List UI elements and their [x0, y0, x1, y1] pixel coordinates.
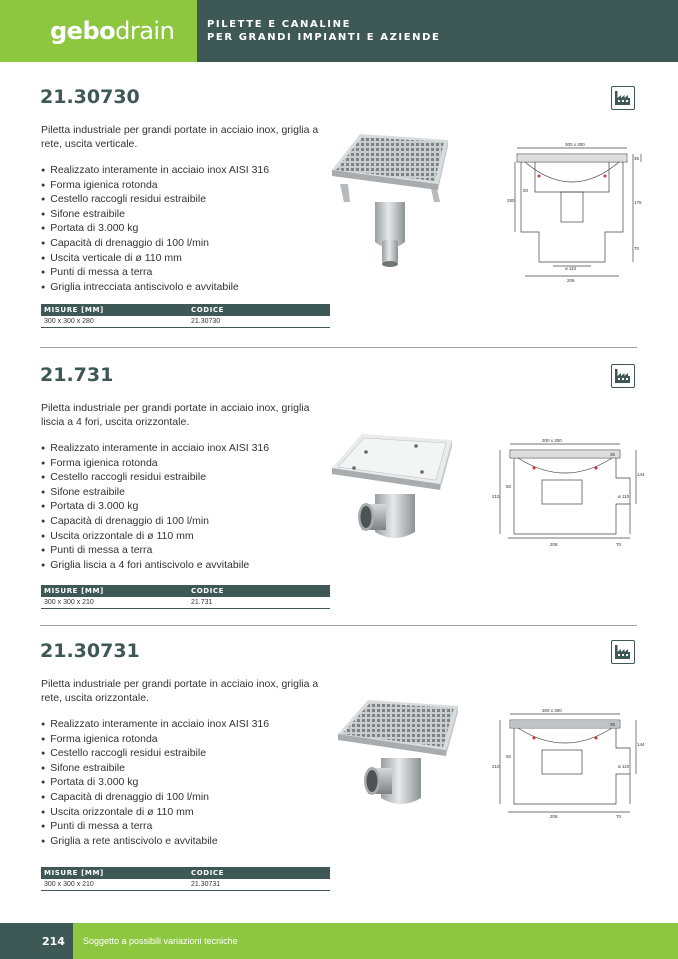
feature-item: ● Realizzato interamente in acciaio inox AISI 316 [41, 164, 269, 179]
product-photo [330, 132, 450, 272]
dim-210: 210 [492, 494, 500, 499]
feature-item: ● Sifone estraibile [41, 486, 269, 501]
cell-size: 300 x 300 x 280 [44, 318, 94, 325]
product-code-title: 21.30731 [40, 640, 140, 662]
dim-206: 206 [567, 278, 575, 283]
product-code-title: 21.731 [40, 364, 114, 386]
product-photo [336, 698, 461, 823]
size-table-header [41, 585, 330, 597]
feature-item: ● Portata di 3.000 kg [41, 222, 269, 237]
brand-logo: gebodrain [50, 17, 175, 45]
dim-144: 144 [637, 742, 645, 747]
cell-code: 21.30730 [191, 318, 221, 325]
feature-item: ● Capacità di drenaggio di 100 l/min [41, 791, 269, 806]
footer-note: Soggetto a possibili variazioni tecniche [73, 923, 678, 959]
dim-top: 300 x 300 [542, 438, 562, 443]
product-section-3 [0, 640, 678, 900]
feature-item: ● Sifone estraibile [41, 208, 269, 223]
table-row [41, 316, 330, 328]
section-title [197, 0, 678, 62]
factory-icon [611, 364, 635, 388]
feature-item: ● Forma igienica rotonda [41, 457, 269, 472]
dim-280: 280 [507, 198, 515, 203]
factory-icon [611, 640, 635, 664]
cell-code: 21.30731 [191, 881, 221, 888]
feature-item: ● Uscita orizzontale di ø 110 mm [41, 530, 269, 545]
feature-item: ● Forma igienica rotonda [41, 733, 269, 748]
technical-drawing [495, 142, 645, 284]
section-divider [40, 347, 637, 348]
page-footer [0, 923, 678, 959]
dim-70: 70 [616, 542, 622, 547]
dim-diameter: ø 110 [565, 266, 577, 271]
dim-70: 70 [634, 246, 640, 251]
product-section-2 [0, 364, 678, 614]
dim-175: 175 [634, 200, 642, 205]
section-title-line1: PILETTE E CANALINE [207, 19, 352, 30]
feature-list [41, 442, 269, 573]
col-header-size: MISURE [MM] [44, 869, 104, 877]
feature-item: ● Griglia liscia a 4 fori antiscivolo e avvitabile [41, 559, 269, 574]
dim-210: 210 [492, 764, 500, 769]
dim-top: 300 x 300 [565, 142, 585, 147]
table-row [41, 597, 330, 609]
feature-list [41, 718, 269, 849]
technical-drawing [490, 438, 645, 550]
size-table-header [41, 867, 330, 879]
cell-code: 21.731 [191, 599, 213, 606]
col-header-size: MISURE [MM] [44, 306, 104, 314]
brand-logo-area [0, 0, 197, 62]
feature-item: ● Uscita orizzontale di ø 110 mm [41, 806, 269, 821]
product-description: Piletta industriale per grandi portate in acciaio inox, griglia a rete, uscita verticale. [41, 124, 319, 150]
col-header-code: CODICE [191, 587, 225, 595]
feature-item: ● Griglia intrecciata antiscivolo e avvitabile [41, 281, 269, 296]
product-description: Piletta industriale per grandi portate in acciaio inox, griglia liscia a 4 fori, uscita orizzontale. [41, 402, 310, 428]
col-header-size: MISURE [MM] [44, 587, 104, 595]
product-photo [330, 432, 455, 552]
dim-50: 50 [506, 484, 512, 489]
feature-item: ● Punti di messa a terra [41, 544, 269, 559]
dim-35: 35 [634, 156, 640, 161]
dim-70: 70 [616, 814, 622, 819]
feature-item: ● Punti di messa a terra [41, 266, 269, 281]
feature-item: ● Punti di messa a terra [41, 820, 269, 835]
size-table-header [41, 304, 330, 316]
feature-item: ● Realizzato interamente in acciaio inox AISI 316 [41, 442, 269, 457]
technical-drawing [490, 708, 645, 820]
page-number: 214 [0, 923, 73, 959]
size-table [41, 585, 330, 609]
product-code-title: 21.30730 [40, 86, 140, 108]
feature-item: ● Uscita verticale di ø 110 mm [41, 252, 269, 267]
feature-item: ● Forma igienica rotonda [41, 179, 269, 194]
feature-item: ● Sifone estraibile [41, 762, 269, 777]
table-row [41, 879, 330, 891]
page-header [0, 0, 678, 62]
feature-item: ● Griglia a rete antiscivolo e avvitabile [41, 835, 269, 850]
feature-item: ● Portata di 3.000 kg [41, 776, 269, 791]
feature-item: ● Cestello raccogli residui estraibile [41, 471, 269, 486]
feature-item: ● Realizzato interamente in acciaio inox AISI 316 [41, 718, 269, 733]
product-description: Piletta industriale per grandi portate in acciaio inox, griglia a rete, uscita orizzontale. [41, 678, 319, 704]
dim-206: 206 [550, 542, 558, 547]
feature-list [41, 164, 269, 295]
size-table [41, 867, 330, 891]
dim-35: 35 [610, 722, 616, 727]
dim-50: 50 [523, 188, 529, 193]
feature-item: ● Capacità di drenaggio di 100 l/min [41, 237, 269, 252]
dim-50: 50 [506, 754, 512, 759]
col-header-code: CODICE [191, 869, 225, 877]
section-title-line2: PER GRANDI IMPIANTI E AZIENDE [207, 32, 441, 43]
dim-35: 35 [610, 452, 616, 457]
feature-item: ● Cestello raccogli residui estraibile [41, 747, 269, 762]
dim-206: 206 [550, 814, 558, 819]
product-section-1 [0, 86, 678, 336]
col-header-code: CODICE [191, 306, 225, 314]
dim-top: 300 x 300 [542, 708, 562, 713]
feature-item: ● Portata di 3.000 kg [41, 500, 269, 515]
dim-diameter: ø 110 [618, 764, 630, 769]
dim-diameter: ø 110 [618, 494, 630, 499]
section-divider [40, 625, 637, 626]
feature-item: ● Cestello raccogli residui estraibile [41, 193, 269, 208]
feature-item: ● Capacità di drenaggio di 100 l/min [41, 515, 269, 530]
cell-size: 300 x 300 x 210 [44, 599, 94, 606]
dim-144: 144 [637, 472, 645, 477]
size-table [41, 304, 330, 328]
cell-size: 300 x 300 x 210 [44, 881, 94, 888]
factory-icon [611, 86, 635, 110]
